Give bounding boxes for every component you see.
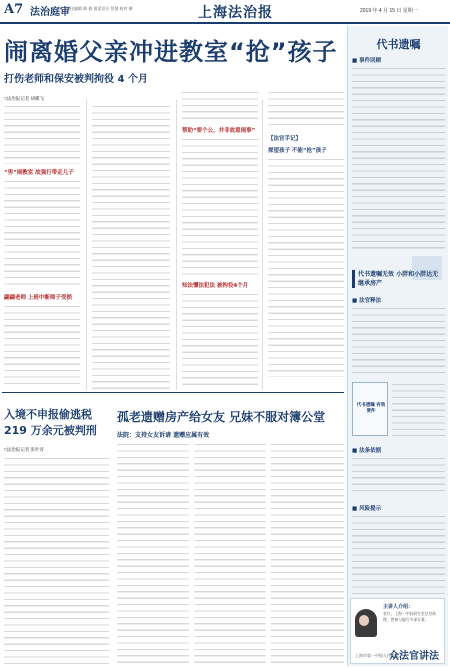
body-text-placeholder xyxy=(4,179,80,289)
sidebar-text xyxy=(352,514,445,594)
judge-notes-title: 探望孩子 不能“抢”孩子 xyxy=(268,148,327,154)
story-3-headline: 孤老遗赠房产给女友 兄妹不服对簿公堂 xyxy=(117,410,326,424)
sidebar-text xyxy=(352,66,445,251)
story-2-body xyxy=(4,456,109,664)
body-text-placeholder xyxy=(352,306,445,378)
body-text-placeholder xyxy=(4,104,80,164)
sidebar-section-heading: ■ 法条依据 xyxy=(352,446,381,454)
body-text-placeholder xyxy=(392,382,445,436)
sidebar-section-heading: ■ 法官释法 xyxy=(352,296,381,304)
host-organization: 上海市第一中级人民法院 xyxy=(355,653,399,658)
body-text-placeholder xyxy=(268,157,344,377)
host-card xyxy=(350,598,445,664)
body-text-placeholder xyxy=(182,292,258,389)
section-name: 法治庭审 xyxy=(30,7,70,18)
lead-column-2 xyxy=(92,104,170,389)
lead-subhead: 翩翩老师 上班中断师子受损 xyxy=(4,295,72,301)
story-2-headline-line1: 入境不申报偷逃税 xyxy=(4,408,92,421)
section-subhead: 知法懂法犯法 被拘役4个月 xyxy=(182,283,249,289)
judge-notes-column xyxy=(268,90,344,389)
pull-quote: 代书遗嘱无效 小胖和小胖达无继承房产 xyxy=(358,271,439,287)
column-brand: 众法官讲法 xyxy=(389,651,439,662)
sidebar-text xyxy=(392,382,445,436)
column-divider xyxy=(86,100,87,390)
page-number: A7 xyxy=(4,2,24,17)
body-text-placeholder xyxy=(352,514,445,594)
pull-quote-bar xyxy=(352,270,355,288)
diagram-box xyxy=(352,382,388,436)
column-divider xyxy=(176,100,177,390)
body-text-placeholder xyxy=(92,104,170,389)
body-text-placeholder xyxy=(352,66,445,251)
section-divider xyxy=(2,392,344,393)
body-text-placeholder xyxy=(194,442,266,664)
story-3-column-2 xyxy=(194,442,266,664)
story-3-subheadline: 法院：支持女友诉请 遗赠应属有效 xyxy=(117,432,210,439)
story-3-column-1 xyxy=(117,442,189,664)
lead-column-1 xyxy=(4,104,80,389)
lead-subhead: “男”闹教室 故强行带走儿子 xyxy=(4,170,74,176)
sidebar-title: 代书遗嘱 xyxy=(376,38,421,51)
lead-column-3 xyxy=(182,90,258,389)
judge-notes-label: 【法官手记】 xyxy=(268,136,302,142)
lead-headline: 闹离婚父亲冲进教室“抢”孩子 xyxy=(4,38,338,66)
editor-credits: 责任编辑 师 倩 视觉设计 蔡茜 校对 柳 xyxy=(66,6,133,11)
body-text-placeholder xyxy=(352,456,445,496)
body-text-placeholder xyxy=(4,456,109,664)
body-text-placeholder xyxy=(182,90,258,122)
host-heading: 主讲人介绍： xyxy=(383,604,414,610)
sidebar-panel xyxy=(347,26,448,666)
sidebar-text xyxy=(352,306,445,378)
diagram-label: 代书遗嘱 有效要件 xyxy=(356,403,386,414)
story-2-headline-line2: 219 万余元被判刑 xyxy=(4,424,97,437)
avatar-face xyxy=(359,615,369,626)
story-2-byline: □法治报记者 张叶青 xyxy=(4,447,44,452)
page-header xyxy=(0,0,450,24)
body-text-placeholder xyxy=(268,90,344,130)
host-bio: 张红，上海一中院研究室法官助理，曾参与编写多部专著。 xyxy=(383,612,437,622)
body-text-placeholder xyxy=(182,137,258,277)
body-text-placeholder xyxy=(117,442,189,664)
section-subhead: 帮助“要个公，并非故意闹事” xyxy=(182,128,256,134)
column-divider xyxy=(262,100,263,390)
sidebar-section-heading: ■ 风险提示 xyxy=(352,504,381,512)
body-text-placeholder xyxy=(4,304,80,389)
dateline: 2019 年 4 月 15 日 星期一 xyxy=(360,8,418,14)
sidebar-section-heading: ■ 事件回顾 xyxy=(352,56,381,64)
lead-subheadline: 打伤老师和保安被判拘役 4 个月 xyxy=(4,74,148,85)
body-text-placeholder xyxy=(271,442,344,664)
masthead: 上海法治报 xyxy=(198,5,273,21)
sidebar-text xyxy=(352,456,445,496)
story-3-column-3 xyxy=(271,442,344,664)
lead-byline: □法治报记者 胡蝶飞 xyxy=(4,96,44,101)
